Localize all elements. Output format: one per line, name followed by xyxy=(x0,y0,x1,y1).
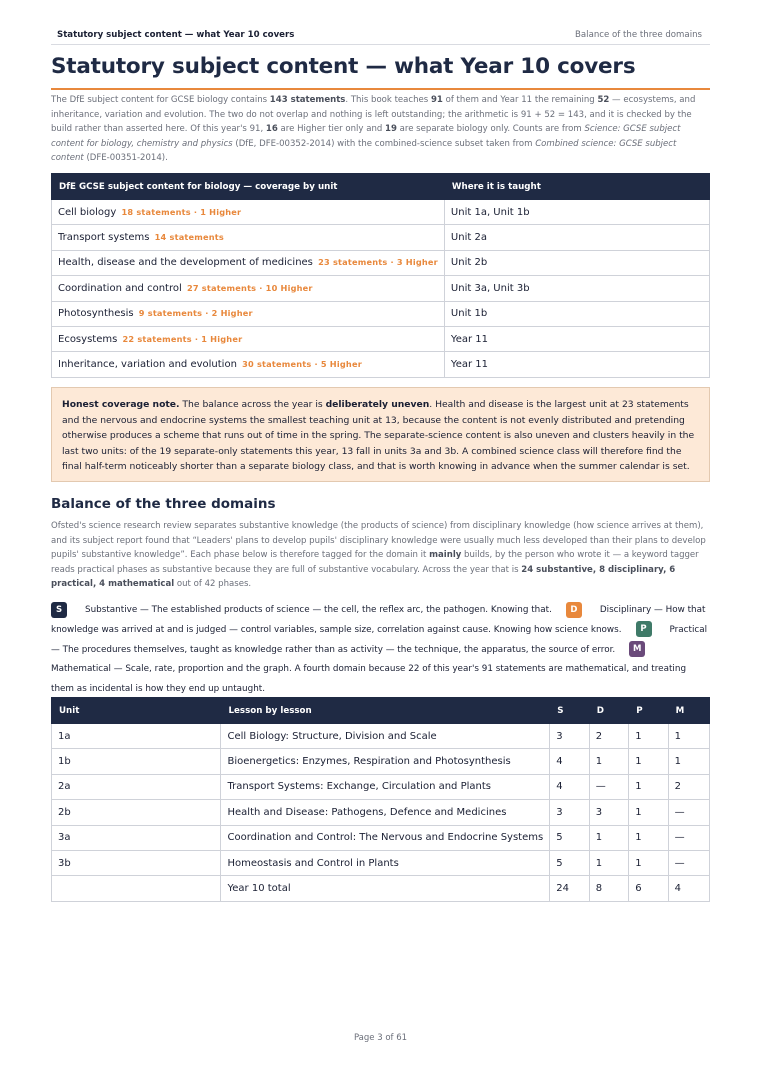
lesson-cell: Coordination and Control: The Nervous and Endocrine Systems xyxy=(221,825,550,850)
column-header: M xyxy=(668,698,709,724)
lesson-table xyxy=(51,697,710,902)
statement-count-tag: 23 statements · 3 Higher xyxy=(318,257,438,268)
column-header: Unit xyxy=(52,698,221,724)
unit-cell: 3b xyxy=(52,850,221,875)
statement-count-tag: 30 statements · 5 Higher xyxy=(242,359,362,370)
legend-text-practical: Practical — The procedures themselves, taught as knowledge rather than as activity — the technique, the apparatus, the source of error. xyxy=(51,624,708,655)
p-count-cell: 1 xyxy=(629,724,668,749)
statement-count-tag: 14 statements xyxy=(154,232,224,243)
d-count-cell: 1 xyxy=(589,825,628,850)
table-row xyxy=(52,850,710,875)
p-count-cell: 1 xyxy=(629,825,668,850)
topic-cell: Cell biology 18 statements · 1 Higher xyxy=(52,200,445,225)
table-row xyxy=(52,724,710,749)
d-count-cell: 1 xyxy=(589,850,628,875)
statement-count-tag: 27 statements · 10 Higher xyxy=(186,282,313,293)
p-count-cell: 1 xyxy=(629,774,668,799)
where-cell: Year 11 xyxy=(444,352,709,377)
d-count-cell: 1 xyxy=(589,749,628,774)
s-count-cell: 5 xyxy=(550,825,590,850)
m-count-cell: 4 xyxy=(668,876,709,901)
where-cell: Unit 3a, Unit 3b xyxy=(444,276,709,301)
table-row xyxy=(52,352,710,377)
unit-cell: 2a xyxy=(52,774,221,799)
s-count-cell: 3 xyxy=(550,724,590,749)
s-count-cell: 24 xyxy=(550,876,590,901)
s-count-cell: 4 xyxy=(550,749,590,774)
total-row xyxy=(52,876,710,901)
table-row xyxy=(52,326,710,351)
table-row xyxy=(52,301,710,326)
statement-count-tag: 22 statements · 1 Higher xyxy=(122,333,243,344)
coverage-note-callout: Honest coverage note. The balance across the year is deliberately uneven. Health and disease is the largest unit at 23 statements and the nervous and endocrine systems the smallest teaching unit at 13, because the content is not evenly distributed and pretending otherwise produces a scheme that runs out of time in the spring. The separate-science content is also uneven and clusters heavily in the last two units: of the 19 separate-only statements this year, 13 fall in units 3a and 3b. A combined science class will therefore find the final half-term noticeably shorter than a separate biology class, and that is worth knowing in advance when the summer calendar is set. xyxy=(51,387,710,482)
section-intro-paragraph: Ofsted's science research review separates substantive knowledge (the products of science) from disciplinary knowledge (how science arrives at them), and its subject report found that “Leaders' plans to develop pupils' disciplinary knowledge were usually much less developed than their plans to develop pupils' substantive knowledge”. Each phase below is therefore tagged for the domain it mainly builds, by the person who wrote it — a keyword tagger reads practical phases as substantive because they are full of substantive vocabulary. Across the year that is 24 substantive, 8 disciplinary, 6 practical, 4 mathematical out of 42 phases. xyxy=(51,521,706,590)
statement-count-tag: 9 statements · 2 Higher xyxy=(138,308,253,319)
p-count-cell: 1 xyxy=(629,800,668,825)
running-header-chapter: Statutory subject content — what Year 10 covers xyxy=(57,30,295,40)
p-count-cell: 1 xyxy=(629,749,668,774)
unit-cell: 1a xyxy=(52,724,221,749)
page-number: Page 3 of 61 xyxy=(353,1033,408,1043)
unit-cell: 2b xyxy=(52,800,221,825)
lesson-cell: Year 10 total xyxy=(221,876,550,901)
d-count-cell: 2 xyxy=(589,724,628,749)
topic-cell: Coordination and control 27 statements · 10 Higher xyxy=(52,276,445,301)
lesson-cell: Bioenergetics: Enzymes, Respiration and Photosynthesis xyxy=(221,749,550,774)
m-count-cell: — xyxy=(668,825,709,850)
table-row xyxy=(52,200,710,225)
intro-paragraph: The DfE subject content for GCSE biology contains 143 statements. This book teaches 91 of them and Year 11 the remaining 52 — ecosystems, and inheritance, variation and evolution. The two do not overlap and nothing is left outstanding; the arithmetic is 91 + 52 = 143, and it is checked by the build rather than asserted here. Of this year's 91, 16 are Higher tier only and 19 are separate biology only. Counts are from Science: GCSE subject content for biology, chemistry and physics (DfE, DFE-00352-2014) with the combined-science subset taken from Combined science: GCSE subject content (DFE-00351-2014). xyxy=(51,95,696,164)
p-count-cell: 1 xyxy=(629,850,668,875)
where-cell: Year 11 xyxy=(444,326,709,351)
note-lead: Honest coverage note. xyxy=(62,399,180,410)
column-header: D xyxy=(589,698,628,724)
unit-cell: 3a xyxy=(52,825,221,850)
statement-count-tag: 18 statements · 1 Higher xyxy=(121,206,242,217)
table-row xyxy=(52,225,710,250)
legend-text-mathematical: Mathematical — Scale, rate, proportion and the graph. A fourth domain because 22 of this year's 91 statements are mathematical, and treating them as incidental is how they end up untaught. xyxy=(51,664,687,695)
unit-cell xyxy=(52,876,221,901)
topic-cell: Ecosystems 22 statements · 1 Higher xyxy=(52,326,445,351)
column-header: Lesson by lesson xyxy=(221,698,550,724)
table-row xyxy=(52,774,710,799)
topic-cell: Inheritance, variation and evolution 30 statements · 5 Higher xyxy=(52,352,445,377)
s-count-cell: 5 xyxy=(550,850,590,875)
d-count-cell: 3 xyxy=(589,800,628,825)
disciplinary-badge: D xyxy=(566,602,582,618)
where-cell: Unit 1a, Unit 1b xyxy=(444,200,709,225)
lesson-cell: Transport Systems: Exchange, Circulation and Plants xyxy=(221,774,550,799)
where-cell: Unit 2b xyxy=(444,250,709,275)
table-row xyxy=(52,749,710,774)
s-count-cell: 4 xyxy=(550,774,590,799)
coverage-table-header xyxy=(52,174,710,200)
s-count-cell: 3 xyxy=(550,800,590,825)
topic-cell: Photosynthesis 9 statements · 2 Higher xyxy=(52,301,445,326)
m-count-cell: 1 xyxy=(668,724,709,749)
table-row xyxy=(52,825,710,850)
p-count-cell: 6 xyxy=(629,876,668,901)
column-header: P xyxy=(629,698,668,724)
d-count-cell: — xyxy=(589,774,628,799)
m-count-cell: 1 xyxy=(668,749,709,774)
practical-badge: P xyxy=(636,621,652,637)
table-row xyxy=(52,250,710,275)
table-row xyxy=(52,800,710,825)
column-header: Where it is taught xyxy=(444,174,709,200)
lesson-table-header xyxy=(52,698,710,724)
column-header: S xyxy=(550,698,590,724)
lesson-cell: Health and Disease: Pathogens, Defence and Medicines xyxy=(221,800,550,825)
legend-text-disciplinary: Disciplinary — How that knowledge was arrived at and is judged — control variables, sample size, correlation against cause. Knowing how science knows. xyxy=(51,605,706,635)
where-cell: Unit 2a xyxy=(444,225,709,250)
section-heading: Balance of the three domains xyxy=(51,496,276,512)
topic-cell: Health, disease and the development of medicines 23 statements · 3 Higher xyxy=(52,250,445,275)
substantive-badge: S xyxy=(51,602,67,618)
column-header: DfE GCSE subject content for biology — coverage by unit xyxy=(52,174,445,200)
legend-text-substantive: Substantive — The established products of science — the cell, the reflex arc, the pathogen. Knowing that. xyxy=(85,605,552,615)
unit-cell: 1b xyxy=(52,749,221,774)
m-count-cell: 2 xyxy=(668,774,709,799)
lesson-cell: Homeostasis and Control in Plants xyxy=(221,850,550,875)
m-count-cell: — xyxy=(668,800,709,825)
page-title: Statutory subject content — what Year 10 covers xyxy=(51,54,710,90)
lesson-cell: Cell Biology: Structure, Division and Scale xyxy=(221,724,550,749)
d-count-cell: 8 xyxy=(589,876,628,901)
where-cell: Unit 1b xyxy=(444,301,709,326)
running-header xyxy=(51,28,710,45)
running-header-section: Balance of the three domains xyxy=(575,30,702,40)
coverage-table xyxy=(51,173,710,378)
m-count-cell: — xyxy=(668,850,709,875)
topic-cell: Transport systems 14 statements xyxy=(52,225,445,250)
domain-legend xyxy=(51,601,710,700)
mathematical-badge: M xyxy=(629,641,645,657)
table-row xyxy=(52,276,710,301)
